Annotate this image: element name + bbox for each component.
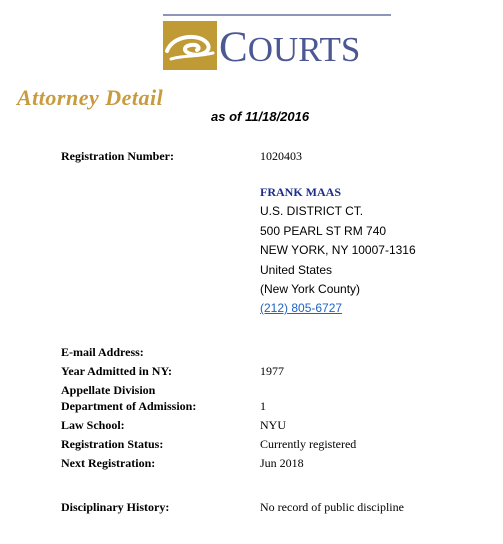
next-registration-label: Next Registration: (61, 456, 156, 470)
law-school-value: NYU (260, 418, 286, 432)
email-label: E-mail Address: (61, 345, 144, 359)
next-registration-value: Jun 2018 (260, 456, 304, 470)
law-school-label: Law School: (61, 418, 125, 432)
disciplinary-history-value: No record of public discipline (260, 500, 404, 514)
address-county: (New York County) (260, 282, 361, 296)
registration-status-label: Registration Status: (61, 437, 164, 451)
logo-divider (163, 14, 391, 16)
address-line-2: 500 PEARL ST RM 740 (260, 224, 387, 238)
department-of-admission-value: 1 (260, 399, 266, 413)
registration-number-value: 1020403 (260, 149, 302, 163)
courts-logo (163, 14, 391, 70)
logo-wordmark (219, 26, 360, 72)
page-title: Attorney Detail (17, 85, 164, 110)
logo-emblem-icon (163, 21, 217, 70)
as-of-date: as of 11/18/2016 (211, 109, 310, 124)
appellate-division-label: Appellate Division (61, 383, 156, 397)
year-admitted-label: Year Admitted in NY: (61, 364, 173, 378)
department-of-admission-label: Department of Admission: (61, 399, 197, 413)
address-line-3: NEW YORK, NY 10007-1316 (260, 243, 416, 257)
disciplinary-history-label: Disciplinary History: (61, 500, 170, 514)
registration-status-value: Currently registered (260, 437, 357, 451)
address-country: United States (260, 263, 333, 277)
logo-wordmark-rest: OURTS (247, 30, 361, 69)
logo-wordmark-initial: C (219, 24, 248, 71)
phone-link[interactable]: (212) 805-6727 (260, 301, 343, 315)
attorney-name: FRANK MAAS (260, 185, 341, 199)
address-line-1: U.S. DISTRICT CT. (260, 204, 364, 218)
registration-number-label: Registration Number: (61, 149, 174, 163)
year-admitted-value: 1977 (260, 364, 284, 378)
